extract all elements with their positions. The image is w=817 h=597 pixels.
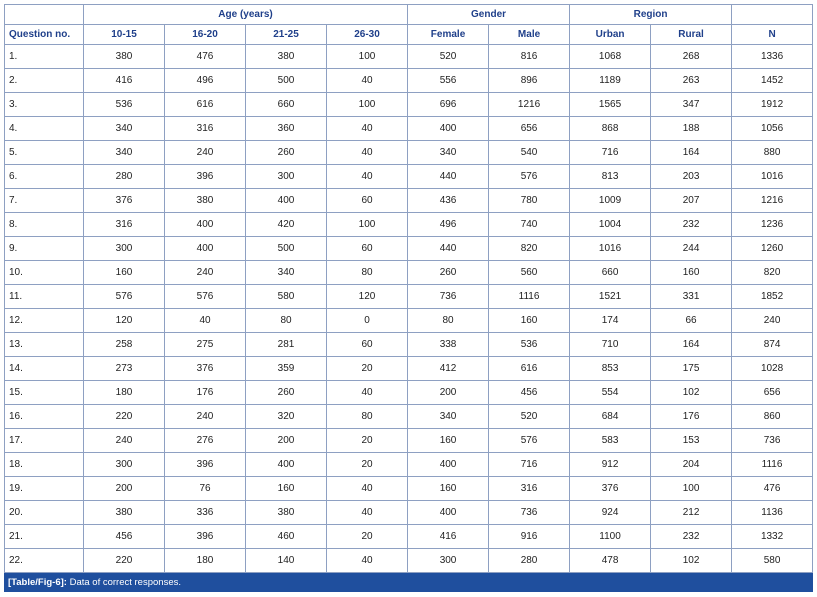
table-cell: 376 bbox=[570, 477, 651, 501]
table-cell: 376 bbox=[165, 357, 246, 381]
table-cell: 736 bbox=[732, 429, 813, 453]
table-cell: 336 bbox=[165, 501, 246, 525]
header-question: Question no. bbox=[5, 25, 84, 45]
table-cell: 816 bbox=[489, 45, 570, 69]
table-cell: 456 bbox=[489, 381, 570, 405]
table-row bbox=[5, 453, 813, 477]
question-number-cell: 9. bbox=[5, 237, 84, 261]
table-cell: 1260 bbox=[732, 237, 813, 261]
table-cell: 656 bbox=[489, 117, 570, 141]
table-cell: 273 bbox=[84, 357, 165, 381]
table-cell: 164 bbox=[651, 333, 732, 357]
table-cell: 1565 bbox=[570, 93, 651, 117]
table-cell: 20 bbox=[327, 357, 408, 381]
table-cell: 316 bbox=[489, 477, 570, 501]
table-cell: 583 bbox=[570, 429, 651, 453]
table-cell: 340 bbox=[84, 141, 165, 165]
table-cell: 1216 bbox=[489, 93, 570, 117]
table-cell: 400 bbox=[408, 117, 489, 141]
table-cell: 813 bbox=[570, 165, 651, 189]
table-cell: 1452 bbox=[732, 69, 813, 93]
table-cell: 300 bbox=[84, 237, 165, 261]
table-cell: 260 bbox=[246, 381, 327, 405]
table-cell: 1068 bbox=[570, 45, 651, 69]
table-cell: 60 bbox=[327, 189, 408, 213]
table-cell: 60 bbox=[327, 333, 408, 357]
table-cell: 440 bbox=[408, 237, 489, 261]
table-cell: 540 bbox=[489, 141, 570, 165]
table-cell: 684 bbox=[570, 405, 651, 429]
table-cell: 1189 bbox=[570, 69, 651, 93]
table-cell: 120 bbox=[327, 285, 408, 309]
table-cell: 1332 bbox=[732, 525, 813, 549]
table-cell: 40 bbox=[327, 141, 408, 165]
table-cell: 200 bbox=[84, 477, 165, 501]
table-cell: 400 bbox=[246, 453, 327, 477]
table-cell: 874 bbox=[732, 333, 813, 357]
table-cell: 696 bbox=[408, 93, 489, 117]
table-cell: 924 bbox=[570, 501, 651, 525]
table-cell: 420 bbox=[246, 213, 327, 237]
table-cell: 380 bbox=[165, 189, 246, 213]
table-cell: 40 bbox=[165, 309, 246, 333]
table-cell: 100 bbox=[327, 213, 408, 237]
header-col: 26-30 bbox=[327, 25, 408, 45]
table-cell: 912 bbox=[570, 453, 651, 477]
table-cell: 1336 bbox=[732, 45, 813, 69]
table-cell: 400 bbox=[165, 237, 246, 261]
question-number-cell: 4. bbox=[5, 117, 84, 141]
table-cell: 240 bbox=[165, 141, 246, 165]
table-cell: 820 bbox=[732, 261, 813, 285]
table-cell: 260 bbox=[246, 141, 327, 165]
header-n: N bbox=[732, 25, 813, 45]
header-region-group: Region bbox=[570, 5, 732, 25]
table-cell: 60 bbox=[327, 237, 408, 261]
table-cell: 1004 bbox=[570, 213, 651, 237]
table-cell: 1016 bbox=[570, 237, 651, 261]
table-cell: 496 bbox=[165, 69, 246, 93]
table-cell: 340 bbox=[246, 261, 327, 285]
header-col: Rural bbox=[651, 25, 732, 45]
question-number-cell: 2. bbox=[5, 69, 84, 93]
table-cell: 338 bbox=[408, 333, 489, 357]
table-cell: 280 bbox=[84, 165, 165, 189]
table-cell: 100 bbox=[327, 93, 408, 117]
table-cell: 316 bbox=[165, 117, 246, 141]
table-cell: 40 bbox=[327, 501, 408, 525]
table-cell: 412 bbox=[408, 357, 489, 381]
table-cell: 102 bbox=[651, 549, 732, 573]
header-col: Urban bbox=[570, 25, 651, 45]
table-cell: 360 bbox=[246, 117, 327, 141]
table-cell: 40 bbox=[327, 549, 408, 573]
table-cell: 40 bbox=[327, 477, 408, 501]
table-cell: 258 bbox=[84, 333, 165, 357]
question-number-cell: 17. bbox=[5, 429, 84, 453]
question-number-cell: 20. bbox=[5, 501, 84, 525]
question-number-cell: 6. bbox=[5, 165, 84, 189]
table-cell: 660 bbox=[246, 93, 327, 117]
table-cell: 554 bbox=[570, 381, 651, 405]
table-cell: 520 bbox=[489, 405, 570, 429]
table-row bbox=[5, 261, 813, 285]
question-number-cell: 21. bbox=[5, 525, 84, 549]
table-cell: 240 bbox=[732, 309, 813, 333]
header-col: 10-15 bbox=[84, 25, 165, 45]
header-age-group: Age (years) bbox=[84, 5, 408, 25]
table-cell: 20 bbox=[327, 429, 408, 453]
table-cell: 1216 bbox=[732, 189, 813, 213]
table-cell: 100 bbox=[651, 477, 732, 501]
table-cell: 853 bbox=[570, 357, 651, 381]
table-cell: 160 bbox=[408, 477, 489, 501]
header-blank-n bbox=[732, 5, 813, 25]
table-cell: 560 bbox=[489, 261, 570, 285]
table-cell: 80 bbox=[327, 405, 408, 429]
table-cell: 380 bbox=[84, 45, 165, 69]
question-number-cell: 15. bbox=[5, 381, 84, 405]
table-cell: 476 bbox=[165, 45, 246, 69]
table-cell: 716 bbox=[570, 141, 651, 165]
table-cell: 240 bbox=[165, 405, 246, 429]
table-cell: 478 bbox=[570, 549, 651, 573]
table-cell: 416 bbox=[84, 69, 165, 93]
question-number-cell: 16. bbox=[5, 405, 84, 429]
header-row-groups bbox=[5, 5, 813, 25]
table-cell: 175 bbox=[651, 357, 732, 381]
question-number-cell: 5. bbox=[5, 141, 84, 165]
table-cell: 280 bbox=[489, 549, 570, 573]
table-row bbox=[5, 69, 813, 93]
table-cell: 500 bbox=[246, 237, 327, 261]
table-row bbox=[5, 117, 813, 141]
table-cell: 160 bbox=[651, 261, 732, 285]
table-cell: 300 bbox=[408, 549, 489, 573]
table-cell: 380 bbox=[246, 45, 327, 69]
question-number-cell: 18. bbox=[5, 453, 84, 477]
table-cell: 200 bbox=[246, 429, 327, 453]
table-cell: 400 bbox=[246, 189, 327, 213]
caption-label: [Table/Fig-6]: bbox=[8, 577, 67, 588]
table-row bbox=[5, 333, 813, 357]
table-cell: 660 bbox=[570, 261, 651, 285]
question-number-cell: 19. bbox=[5, 477, 84, 501]
table-cell: 1521 bbox=[570, 285, 651, 309]
header-gender-group: Gender bbox=[408, 5, 570, 25]
table-cell: 576 bbox=[489, 165, 570, 189]
table-cell: 916 bbox=[489, 525, 570, 549]
table-row bbox=[5, 501, 813, 525]
table-cell: 188 bbox=[651, 117, 732, 141]
table-cell: 164 bbox=[651, 141, 732, 165]
question-number-cell: 13. bbox=[5, 333, 84, 357]
table-cell: 203 bbox=[651, 165, 732, 189]
table-cell: 556 bbox=[408, 69, 489, 93]
table-row bbox=[5, 381, 813, 405]
table-row bbox=[5, 525, 813, 549]
table-cell: 740 bbox=[489, 213, 570, 237]
table-cell: 240 bbox=[165, 261, 246, 285]
table-cell: 176 bbox=[651, 405, 732, 429]
table-cell: 1912 bbox=[732, 93, 813, 117]
question-number-cell: 12. bbox=[5, 309, 84, 333]
table-cell: 400 bbox=[165, 213, 246, 237]
table-cell: 66 bbox=[651, 309, 732, 333]
table-cell: 153 bbox=[651, 429, 732, 453]
table-cell: 576 bbox=[165, 285, 246, 309]
table-cell: 40 bbox=[327, 381, 408, 405]
table-cell: 580 bbox=[732, 549, 813, 573]
table-cell: 1028 bbox=[732, 357, 813, 381]
question-number-cell: 8. bbox=[5, 213, 84, 237]
header-row-columns bbox=[5, 25, 813, 45]
header-blank bbox=[5, 5, 84, 25]
table-cell: 456 bbox=[84, 525, 165, 549]
table-cell: 460 bbox=[246, 525, 327, 549]
table-cell: 736 bbox=[408, 285, 489, 309]
table-cell: 656 bbox=[732, 381, 813, 405]
table-row bbox=[5, 429, 813, 453]
table-row bbox=[5, 309, 813, 333]
header-col: 16-20 bbox=[165, 25, 246, 45]
table-row bbox=[5, 93, 813, 117]
table-cell: 376 bbox=[84, 189, 165, 213]
table-cell: 400 bbox=[408, 453, 489, 477]
table-cell: 232 bbox=[651, 525, 732, 549]
table-cell: 275 bbox=[165, 333, 246, 357]
table-cell: 380 bbox=[246, 501, 327, 525]
header-col: Female bbox=[408, 25, 489, 45]
table-cell: 40 bbox=[327, 117, 408, 141]
question-number-cell: 14. bbox=[5, 357, 84, 381]
table-cell: 780 bbox=[489, 189, 570, 213]
table-cell: 616 bbox=[165, 93, 246, 117]
table-cell: 263 bbox=[651, 69, 732, 93]
table-cell: 340 bbox=[408, 141, 489, 165]
table-cell: 0 bbox=[327, 309, 408, 333]
table-cell: 268 bbox=[651, 45, 732, 69]
table-cell: 102 bbox=[651, 381, 732, 405]
question-number-cell: 3. bbox=[5, 93, 84, 117]
table-cell: 396 bbox=[165, 453, 246, 477]
table-cell: 100 bbox=[327, 45, 408, 69]
table-row bbox=[5, 405, 813, 429]
table-cell: 476 bbox=[732, 477, 813, 501]
table-cell: 536 bbox=[84, 93, 165, 117]
table-container bbox=[4, 4, 813, 592]
table-cell: 440 bbox=[408, 165, 489, 189]
table-cell: 160 bbox=[246, 477, 327, 501]
table-cell: 536 bbox=[489, 333, 570, 357]
table-row bbox=[5, 45, 813, 69]
table-cell: 320 bbox=[246, 405, 327, 429]
table-cell: 160 bbox=[84, 261, 165, 285]
table-cell: 1236 bbox=[732, 213, 813, 237]
table-cell: 212 bbox=[651, 501, 732, 525]
table-cell: 207 bbox=[651, 189, 732, 213]
question-number-cell: 10. bbox=[5, 261, 84, 285]
table-cell: 220 bbox=[84, 549, 165, 573]
table-cell: 174 bbox=[570, 309, 651, 333]
table-cell: 232 bbox=[651, 213, 732, 237]
table-cell: 896 bbox=[489, 69, 570, 93]
table-row bbox=[5, 285, 813, 309]
table-cell: 1100 bbox=[570, 525, 651, 549]
table-cell: 180 bbox=[165, 549, 246, 573]
table-cell: 160 bbox=[408, 429, 489, 453]
table-cell: 1116 bbox=[732, 453, 813, 477]
table-cell: 576 bbox=[84, 285, 165, 309]
table-cell: 300 bbox=[84, 453, 165, 477]
table-caption bbox=[4, 573, 813, 592]
question-number-cell: 11. bbox=[5, 285, 84, 309]
table-cell: 204 bbox=[651, 453, 732, 477]
table-cell: 576 bbox=[489, 429, 570, 453]
table-cell: 496 bbox=[408, 213, 489, 237]
table-cell: 260 bbox=[408, 261, 489, 285]
table-cell: 140 bbox=[246, 549, 327, 573]
table-cell: 220 bbox=[84, 405, 165, 429]
table-cell: 860 bbox=[732, 405, 813, 429]
table-cell: 580 bbox=[246, 285, 327, 309]
table-cell: 40 bbox=[327, 165, 408, 189]
table-cell: 76 bbox=[165, 477, 246, 501]
table-row bbox=[5, 357, 813, 381]
table-cell: 340 bbox=[408, 405, 489, 429]
table-cell: 300 bbox=[246, 165, 327, 189]
table-cell: 820 bbox=[489, 237, 570, 261]
table-cell: 347 bbox=[651, 93, 732, 117]
table-cell: 416 bbox=[408, 525, 489, 549]
table-cell: 1136 bbox=[732, 501, 813, 525]
table-row bbox=[5, 141, 813, 165]
table-cell: 160 bbox=[489, 309, 570, 333]
table-cell: 520 bbox=[408, 45, 489, 69]
table-cell: 331 bbox=[651, 285, 732, 309]
table-cell: 710 bbox=[570, 333, 651, 357]
table-body bbox=[5, 45, 813, 573]
table-row bbox=[5, 477, 813, 501]
table-cell: 281 bbox=[246, 333, 327, 357]
caption-text: Data of correct responses. bbox=[66, 577, 181, 588]
header-col: 21-25 bbox=[246, 25, 327, 45]
table-cell: 80 bbox=[246, 309, 327, 333]
table-cell: 1116 bbox=[489, 285, 570, 309]
table-row bbox=[5, 213, 813, 237]
table-cell: 616 bbox=[489, 357, 570, 381]
table-cell: 340 bbox=[84, 117, 165, 141]
table-cell: 1852 bbox=[732, 285, 813, 309]
table-row bbox=[5, 165, 813, 189]
table-cell: 380 bbox=[84, 501, 165, 525]
table-cell: 400 bbox=[408, 501, 489, 525]
table-cell: 240 bbox=[84, 429, 165, 453]
table-cell: 868 bbox=[570, 117, 651, 141]
table-cell: 120 bbox=[84, 309, 165, 333]
table-cell: 436 bbox=[408, 189, 489, 213]
table-cell: 1009 bbox=[570, 189, 651, 213]
table-row bbox=[5, 549, 813, 573]
table-cell: 500 bbox=[246, 69, 327, 93]
table-cell: 276 bbox=[165, 429, 246, 453]
table-cell: 80 bbox=[408, 309, 489, 333]
header-col: Male bbox=[489, 25, 570, 45]
table-row bbox=[5, 189, 813, 213]
question-number-cell: 1. bbox=[5, 45, 84, 69]
table-row bbox=[5, 237, 813, 261]
question-number-cell: 22. bbox=[5, 549, 84, 573]
table-cell: 80 bbox=[327, 261, 408, 285]
table-cell: 40 bbox=[327, 69, 408, 93]
data-table bbox=[4, 4, 813, 573]
table-cell: 20 bbox=[327, 525, 408, 549]
table-cell: 200 bbox=[408, 381, 489, 405]
table-cell: 396 bbox=[165, 165, 246, 189]
table-cell: 1016 bbox=[732, 165, 813, 189]
table-cell: 316 bbox=[84, 213, 165, 237]
table-cell: 880 bbox=[732, 141, 813, 165]
question-number-cell: 7. bbox=[5, 189, 84, 213]
table-cell: 180 bbox=[84, 381, 165, 405]
table-cell: 1056 bbox=[732, 117, 813, 141]
table-cell: 736 bbox=[489, 501, 570, 525]
table-cell: 396 bbox=[165, 525, 246, 549]
table-cell: 244 bbox=[651, 237, 732, 261]
table-cell: 20 bbox=[327, 453, 408, 477]
table-cell: 716 bbox=[489, 453, 570, 477]
table-cell: 359 bbox=[246, 357, 327, 381]
table-cell: 176 bbox=[165, 381, 246, 405]
